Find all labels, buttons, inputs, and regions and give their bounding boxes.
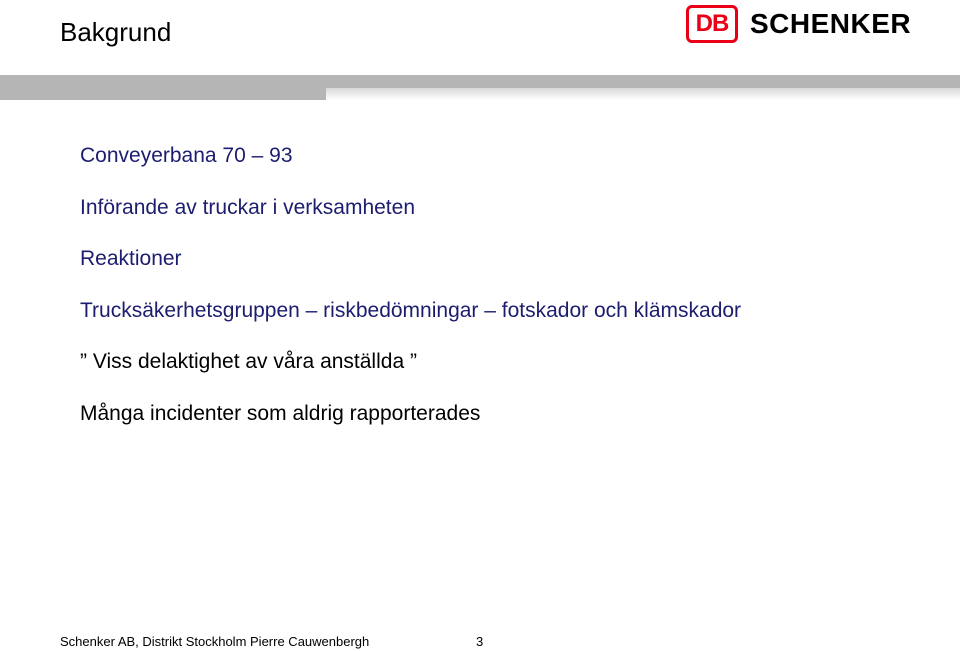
content-line-2: Införande av truckar i verksamheten [80, 195, 415, 219]
content-line-5: ” Viss delaktighet av våra anställda ” [80, 350, 417, 374]
content-list [80, 141, 741, 451]
header-bar-right [326, 75, 960, 88]
content-line-4: Trucksäkerhetsgruppen – riskbedömningar – fotskador och klämskador [80, 298, 742, 322]
content-line-6: Många incidenter som aldrig rapporterades [80, 401, 481, 425]
content-line-3: Reaktioner [80, 247, 182, 271]
header-bar-fade [326, 88, 960, 100]
slide-title: Bakgrund [60, 17, 172, 47]
schenker-wordmark: SCHENKER [750, 8, 912, 39]
db-schenker-logo [686, 4, 911, 44]
header-divider-bar [0, 75, 960, 100]
db-logo-mark: DB [686, 5, 738, 43]
footer-text: Schenker AB, Distrikt Stockholm Pierre Cauwenbergh [60, 634, 370, 649]
header-bar-left [0, 75, 326, 100]
content-line-1: Conveyerbana 70 – 93 [80, 144, 293, 167]
page-number: 3 [476, 634, 484, 649]
